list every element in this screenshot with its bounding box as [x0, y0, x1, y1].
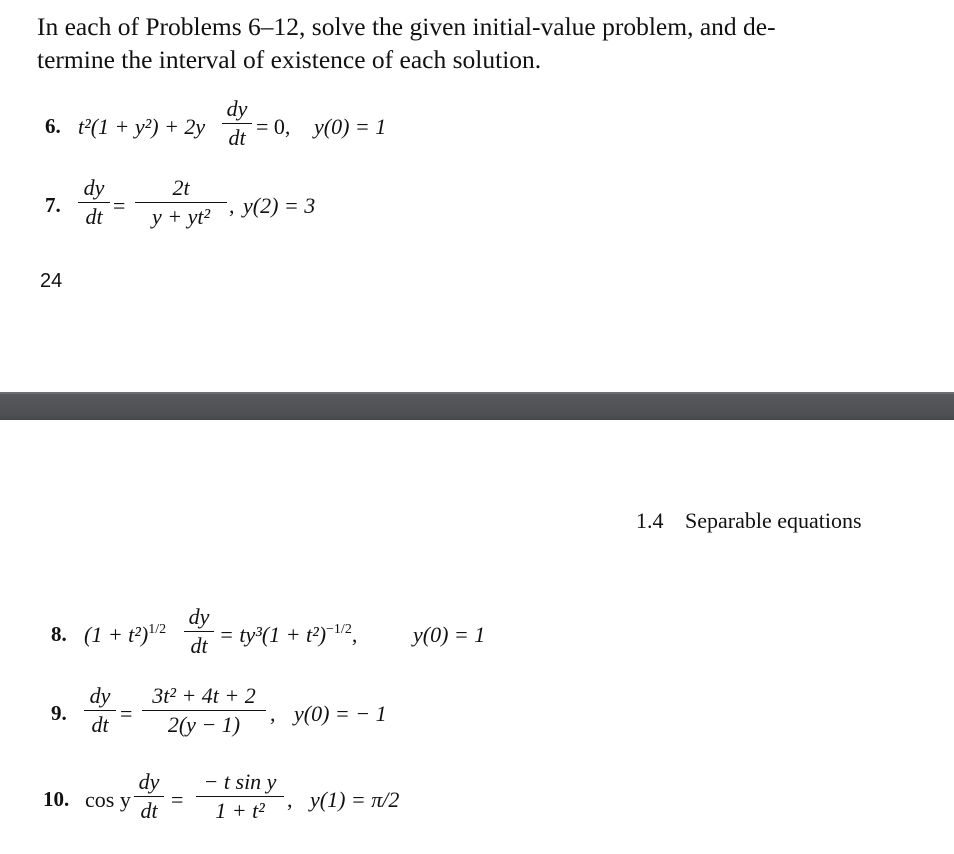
problem-number: 7. — [45, 193, 61, 217]
fraction-numerator: − t sin y — [203, 769, 277, 794]
rhs-base: = ty³(1 + t²) — [219, 622, 327, 647]
instructions-line-2: termine the interval of existence of each solution. — [37, 45, 542, 74]
equation-lhs — [84, 622, 166, 652]
derivative-fraction — [134, 770, 164, 823]
initial-condition: y(0) = 1 — [413, 622, 486, 647]
rhs-fraction — [135, 176, 227, 229]
fraction-bar — [196, 796, 284, 797]
fraction-bar — [222, 123, 252, 124]
fraction-numerator: dy — [89, 683, 111, 708]
fraction-denominator: dt — [190, 633, 208, 658]
derivative-fraction — [78, 176, 110, 229]
fraction-denominator: dt — [140, 798, 158, 823]
section-title: Separable equations — [685, 508, 862, 533]
equation-lhs: cos y — [85, 787, 131, 812]
fraction-denominator: dt — [91, 712, 109, 737]
fraction-bar — [184, 631, 214, 632]
fraction-numerator: dy — [226, 96, 248, 121]
lhs-base: (1 + t²) — [84, 622, 149, 647]
page-top — [0, 0, 954, 392]
problem-number: 8. — [51, 622, 67, 646]
problem-number: 6. — [45, 114, 61, 138]
comma: , — [351, 622, 358, 647]
fraction-bar — [142, 710, 266, 711]
rhs-exponent: −1/2 — [326, 622, 352, 637]
fraction-numerator: 3t² + 4t + 2 — [152, 683, 256, 708]
derivative-fraction — [222, 97, 252, 150]
equation-rhs — [219, 622, 357, 652]
equals-sign: = — [120, 701, 133, 726]
problem-instructions — [37, 10, 917, 76]
initial-condition: y(1) = π/2 — [310, 787, 400, 812]
fraction-denominator: dt — [85, 204, 103, 229]
fraction-numerator: 2t — [172, 175, 190, 200]
equals-sign: = — [171, 787, 184, 812]
comma: , — [229, 193, 235, 218]
instructions-line-1: In each of Problems 6–12, solve the given initial-value problem, and de- — [37, 12, 776, 41]
derivative-fraction — [84, 684, 116, 737]
fraction-numerator: dy — [188, 604, 210, 629]
page-number: 24 — [40, 270, 63, 292]
fraction-bar — [78, 202, 110, 203]
section-number: 1.4 — [636, 508, 664, 533]
problem-number: 10. — [43, 787, 70, 811]
fraction-denominator: y + yt² — [151, 204, 211, 229]
comma: , — [270, 701, 276, 726]
rhs-fraction — [142, 684, 266, 737]
fraction-denominator: 1 + t² — [215, 798, 265, 823]
separator-highlight — [0, 392, 954, 394]
equals-sign: = — [113, 193, 126, 218]
initial-condition: y(0) = 1 — [314, 114, 387, 139]
problem-number: 9. — [51, 701, 67, 725]
running-head — [636, 508, 862, 534]
fraction-bar — [134, 796, 164, 797]
derivative-fraction — [184, 605, 214, 658]
fraction-bar — [135, 202, 227, 203]
fraction-denominator: dt — [228, 125, 246, 150]
comma: , — [287, 787, 293, 812]
initial-condition: y(2) = 3 — [243, 193, 316, 218]
equation-lhs: t²(1 + y²) + 2y — [78, 114, 206, 139]
lhs-exponent: 1/2 — [148, 622, 167, 637]
fraction-denominator: 2(y − 1) — [167, 712, 241, 737]
rhs-fraction — [196, 770, 284, 823]
page-separator — [0, 392, 954, 420]
fraction-numerator: dy — [138, 769, 160, 794]
fraction-numerator: dy — [83, 175, 105, 200]
initial-condition: y(0) = − 1 — [294, 701, 387, 726]
equation-rhs: = 0, — [256, 114, 291, 139]
fraction-bar — [84, 710, 116, 711]
